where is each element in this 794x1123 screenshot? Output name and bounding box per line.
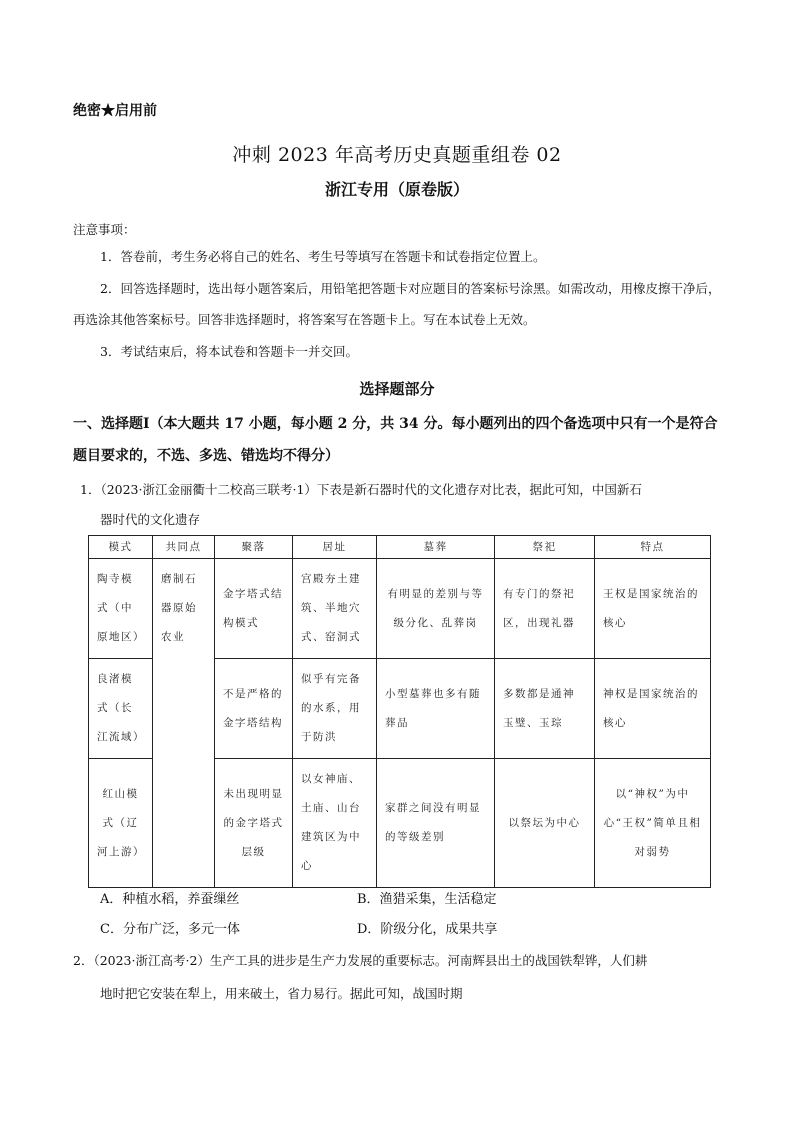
notice-item-3: 3．考试结束后，将本试卷和答题卡一并交回。 <box>100 344 358 359</box>
table-cell: 金字塔式结构模式 <box>215 559 293 659</box>
table-cell: 宫殿夯土建筑、半地穴式、窑洞式 <box>293 559 377 659</box>
table-cell: 似乎有完备的水系，用于防洪 <box>293 659 377 759</box>
table-row <box>89 559 711 659</box>
exam-title: 冲刺 2023 年高考历史真题重组卷 02 <box>232 144 562 166</box>
option-c[interactable]: C．分布广泛，多元一体 <box>100 922 240 937</box>
notice-item-2: 2．回答选择题时，选出每小题答案后，用铅笔把答题卡对应题目的答案标号涂黑。如需改动，用橡皮擦干净后，再选涂其他答案标号。回答非选择题时，将答案写在答题卡上。写在本试卷上无效。 <box>73 281 721 327</box>
question-1-stem-continued: 器时代的文化遗存 <box>100 512 201 527</box>
section-title: 选择题部分 <box>359 380 435 398</box>
secret-label: 绝密★启用前 <box>73 103 157 119</box>
table-header-cell: 共同点 <box>153 536 215 559</box>
table-cell: 陶寺模式（中原地区） <box>89 559 153 659</box>
table-cell: 小型墓葬也多有随葬品 <box>377 659 495 759</box>
table-cell: 以祭坛为中心 <box>495 759 595 888</box>
option-d[interactable]: D．阶级分化，成果共享 <box>357 922 498 937</box>
option-b[interactable]: B．渔猎采集，生活稳定 <box>357 892 497 907</box>
table-cell: 王权是国家统治的核心 <box>595 559 711 659</box>
table-header-cell: 祭祀 <box>495 536 595 559</box>
table-header-row <box>89 536 711 559</box>
table-cell: 未出现明显的金字塔式层级 <box>215 759 293 888</box>
option-a[interactable]: A．种植水稻，养蚕缫丝 <box>100 892 240 907</box>
table-cell: 以女神庙、土庙、山台建筑区为中心 <box>293 759 377 888</box>
table-header-cell: 特点 <box>595 536 711 559</box>
table-cell: 不是严格的金字塔结构 <box>215 659 293 759</box>
notice-heading: 注意事项： <box>73 222 136 237</box>
comparison-table <box>88 535 711 888</box>
notice-item-1: 1．答卷前，考生务必将自己的姓名、考生号等填写在答题卡和试卷指定位置上。 <box>100 249 546 264</box>
question-2-stem-continued: 地时把它安装在犁上，用来破土，省力易行。据此可知，战国时期 <box>100 986 463 1001</box>
table-header-cell: 居址 <box>293 536 377 559</box>
table-header-cell: 墓葬 <box>377 536 495 559</box>
table-cell: 有明显的差别与等级分化、乱葬岗 <box>377 559 495 659</box>
part1-heading: 一、选择题Ⅰ（本大题共 17 小题，每小题 2 分，共 34 分。每小题列出的四个备选项中只有一个是符合题目要求的，不选、多选、错选均不得分） <box>73 416 718 464</box>
table-cell: 以“神权”为中心“王权”简单且相对弱势 <box>595 759 711 888</box>
table-cell: 多数都是通神玉璧、玉琮 <box>495 659 595 759</box>
table-cell: 良渚模式（长江流域） <box>89 659 153 759</box>
table-cell-common: 磨制石器原始农业 <box>153 559 215 888</box>
table-cell: 家群之间没有明显的等级差别 <box>377 759 495 888</box>
table-cell: 红山模式（辽河上游） <box>89 759 153 888</box>
question-1-stem: 1．（2023·浙江金丽衢十二校高三联考·1）下表是新石器时代的文化遗存对比表，据此可知，中国新石 <box>80 482 642 497</box>
question-2-stem: 2．（2023·浙江高考·2）生产工具的进步是生产力发展的重要标志。河南辉县出土的战国铁犁铧，人们耕 <box>73 953 648 968</box>
table-cell: 有专门的祭祀区，出现礼器 <box>495 559 595 659</box>
table-header-cell: 聚落 <box>215 536 293 559</box>
table-header-cell: 模式 <box>89 536 153 559</box>
table-cell: 神权是国家统治的核心 <box>595 659 711 759</box>
exam-subtitle: 浙江专用（原卷版） <box>324 180 469 199</box>
